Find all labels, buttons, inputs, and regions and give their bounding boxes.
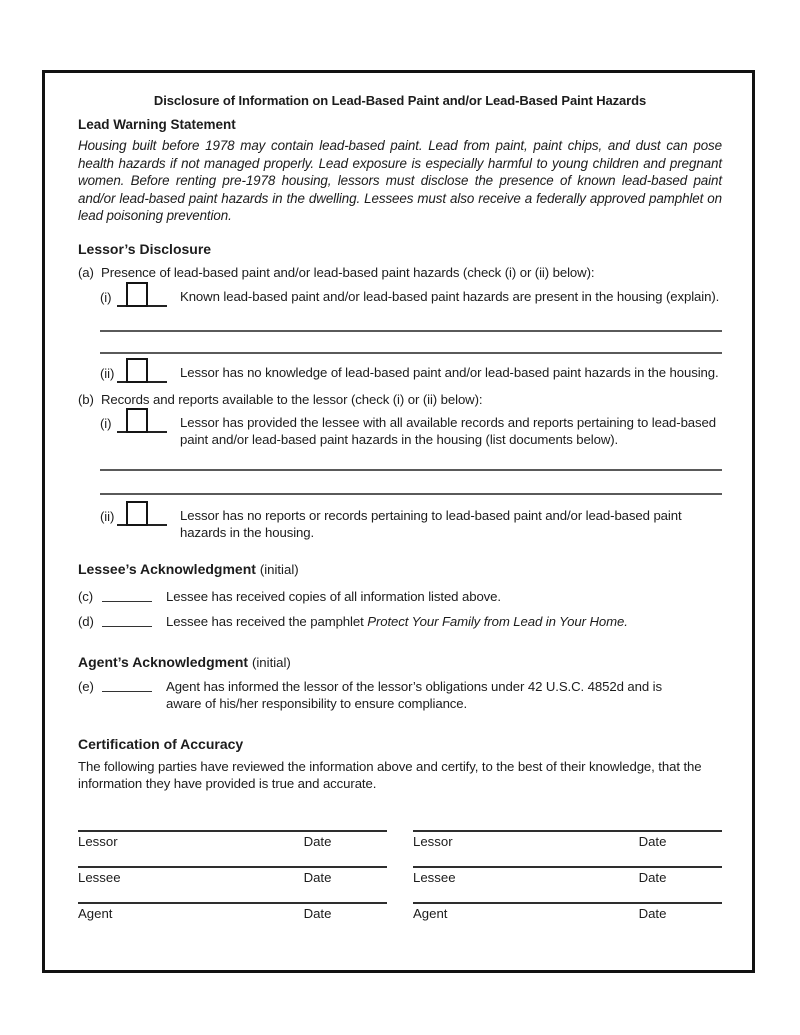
signature-line-lessee-right[interactable] bbox=[413, 866, 722, 892]
item-b-tag: (b) bbox=[78, 391, 94, 407]
certification-heading: Certification of Accuracy bbox=[78, 735, 244, 752]
signature-label: Agent bbox=[413, 905, 448, 921]
item-e-text: Agent has informed the lessor of the lessor’s obligations under 42 U.S.C. 4852d and is aware of his/her responsibility to ensure compliance. bbox=[166, 678, 663, 711]
form-frame bbox=[42, 70, 755, 973]
agents-acknowledgment-suffix: (initial) bbox=[251, 654, 291, 670]
signature-line-agent-left[interactable] bbox=[78, 902, 387, 928]
lessees-acknowledgment-title: Lessee’s Acknowledgment bbox=[78, 560, 256, 577]
lessees-acknowledgment-heading bbox=[78, 561, 722, 577]
documents-write-line-2[interactable] bbox=[100, 493, 722, 495]
page-title: Disclosure of Information on Lead-Based Paint and/or Lead-Based Paint Hazards bbox=[153, 93, 647, 108]
item-c-text: Lessee has received copies of all information listed above. bbox=[166, 588, 501, 604]
item-b-sub-i-tag: (i) bbox=[100, 415, 112, 431]
item-b-sub-ii-text: Lessor has no reports or records pertaining to lead-based paint and/or lead-based paint hazards in the housing. bbox=[180, 507, 682, 540]
signature-line-agent-right[interactable] bbox=[413, 902, 722, 928]
signature-label: Agent bbox=[78, 905, 113, 921]
item-a-sub-i bbox=[100, 288, 722, 307]
checkline-a-ii bbox=[117, 357, 167, 383]
lessors-disclosure-heading: Lessor’s Disclosure bbox=[78, 240, 212, 257]
item-e bbox=[78, 678, 722, 712]
item-b-sub-i bbox=[100, 414, 722, 448]
checkline-a-i bbox=[117, 281, 167, 307]
certification-body: The following parties have reviewed the information above and certify, to the best of their knowledge, that the information they have provided is true and accurate. bbox=[78, 758, 702, 791]
item-d-tag: (d) bbox=[78, 613, 94, 629]
item-a-sub-i-text: Known lead-based paint and/or lead-based paint hazards are present in the housing (explain). bbox=[180, 288, 720, 304]
checkbox-a-i[interactable] bbox=[126, 282, 148, 307]
item-c-tag: (c) bbox=[78, 588, 94, 604]
explain-write-line-1[interactable] bbox=[100, 330, 722, 332]
item-e-tag: (e) bbox=[78, 678, 94, 694]
explain-write-line-2[interactable] bbox=[100, 352, 722, 354]
item-d bbox=[78, 613, 722, 630]
item-a bbox=[78, 264, 722, 281]
item-d-text bbox=[166, 613, 722, 630]
date-label: Date bbox=[303, 905, 332, 921]
date-label: Date bbox=[638, 869, 667, 885]
signature-label: Lessee bbox=[78, 869, 121, 885]
item-b-sub-i-text: Lessor has provided the lessee with all available records and reports pertaining to lead-based paint and/or lead-based paint hazards in the housing (list documents below). bbox=[180, 414, 717, 447]
date-label: Date bbox=[638, 833, 667, 849]
date-label: Date bbox=[303, 833, 332, 849]
agents-acknowledgment-title: Agent’s Acknowledgment bbox=[78, 653, 249, 670]
item-b-sub-ii-tag: (ii) bbox=[100, 508, 115, 524]
item-b-text: Records and reports available to the lessor (check (i) or (ii) below): bbox=[101, 391, 483, 407]
item-a-sub-ii-tag: (ii) bbox=[100, 365, 115, 381]
pamphlet-title: Protect Your Family from Lead in Your Home. bbox=[367, 613, 628, 629]
date-label: Date bbox=[303, 869, 332, 885]
item-e-initial-line[interactable] bbox=[102, 678, 152, 692]
checkbox-b-i[interactable] bbox=[126, 408, 148, 433]
item-c bbox=[78, 588, 722, 605]
signature-label: Lessor bbox=[413, 833, 453, 849]
date-label: Date bbox=[638, 905, 667, 921]
item-a-tag: (a) bbox=[78, 264, 94, 280]
item-a-sub-i-tag: (i) bbox=[100, 289, 112, 305]
checkline-b-ii bbox=[117, 500, 167, 526]
item-c-initial-line[interactable] bbox=[102, 588, 152, 602]
item-b-sub-ii bbox=[100, 507, 722, 541]
item-b bbox=[78, 391, 722, 408]
checkbox-a-ii[interactable] bbox=[126, 358, 148, 383]
signature-line-lessor-right[interactable] bbox=[413, 830, 722, 856]
item-d-text-lead: Lessee has received the pamphlet bbox=[166, 613, 368, 629]
checkbox-b-ii[interactable] bbox=[126, 501, 148, 526]
agents-acknowledgment-heading bbox=[78, 654, 722, 670]
documents-write-line-1[interactable] bbox=[100, 469, 722, 471]
signature-label: Lessor bbox=[78, 833, 118, 849]
item-a-sub-ii-text: Lessor has no knowledge of lead-based paint and/or lead-based paint hazards in the housing. bbox=[180, 364, 719, 380]
signature-label: Lessee bbox=[413, 869, 456, 885]
signature-grid bbox=[78, 830, 722, 928]
item-a-sub-ii bbox=[100, 364, 722, 383]
signature-line-lessee-left[interactable] bbox=[78, 866, 387, 892]
lead-warning-heading: Lead Warning Statement bbox=[78, 117, 236, 132]
lead-warning-body: Housing built before 1978 may contain lead-based paint. Lead from paint, paint chips, and dust can pose health hazards if not managed properly. Lead exposure is especially harmful to young children and pregnant women. Before renting pre-1978 housing, lessors must disclose the presence of known lead-based paint and/or lead-based paint hazards in the dwelling. Lessees must also receive a federally approved pamphlet on lead poisoning prevention. bbox=[78, 138, 722, 223]
lessees-acknowledgment-suffix: (initial) bbox=[259, 561, 299, 577]
signature-line-lessor-left[interactable] bbox=[78, 830, 387, 856]
item-a-text: Presence of lead-based paint and/or lead-based paint hazards (check (i) or (ii) below): bbox=[101, 264, 595, 280]
item-d-initial-line[interactable] bbox=[102, 613, 152, 627]
checkline-b-i bbox=[117, 407, 167, 433]
